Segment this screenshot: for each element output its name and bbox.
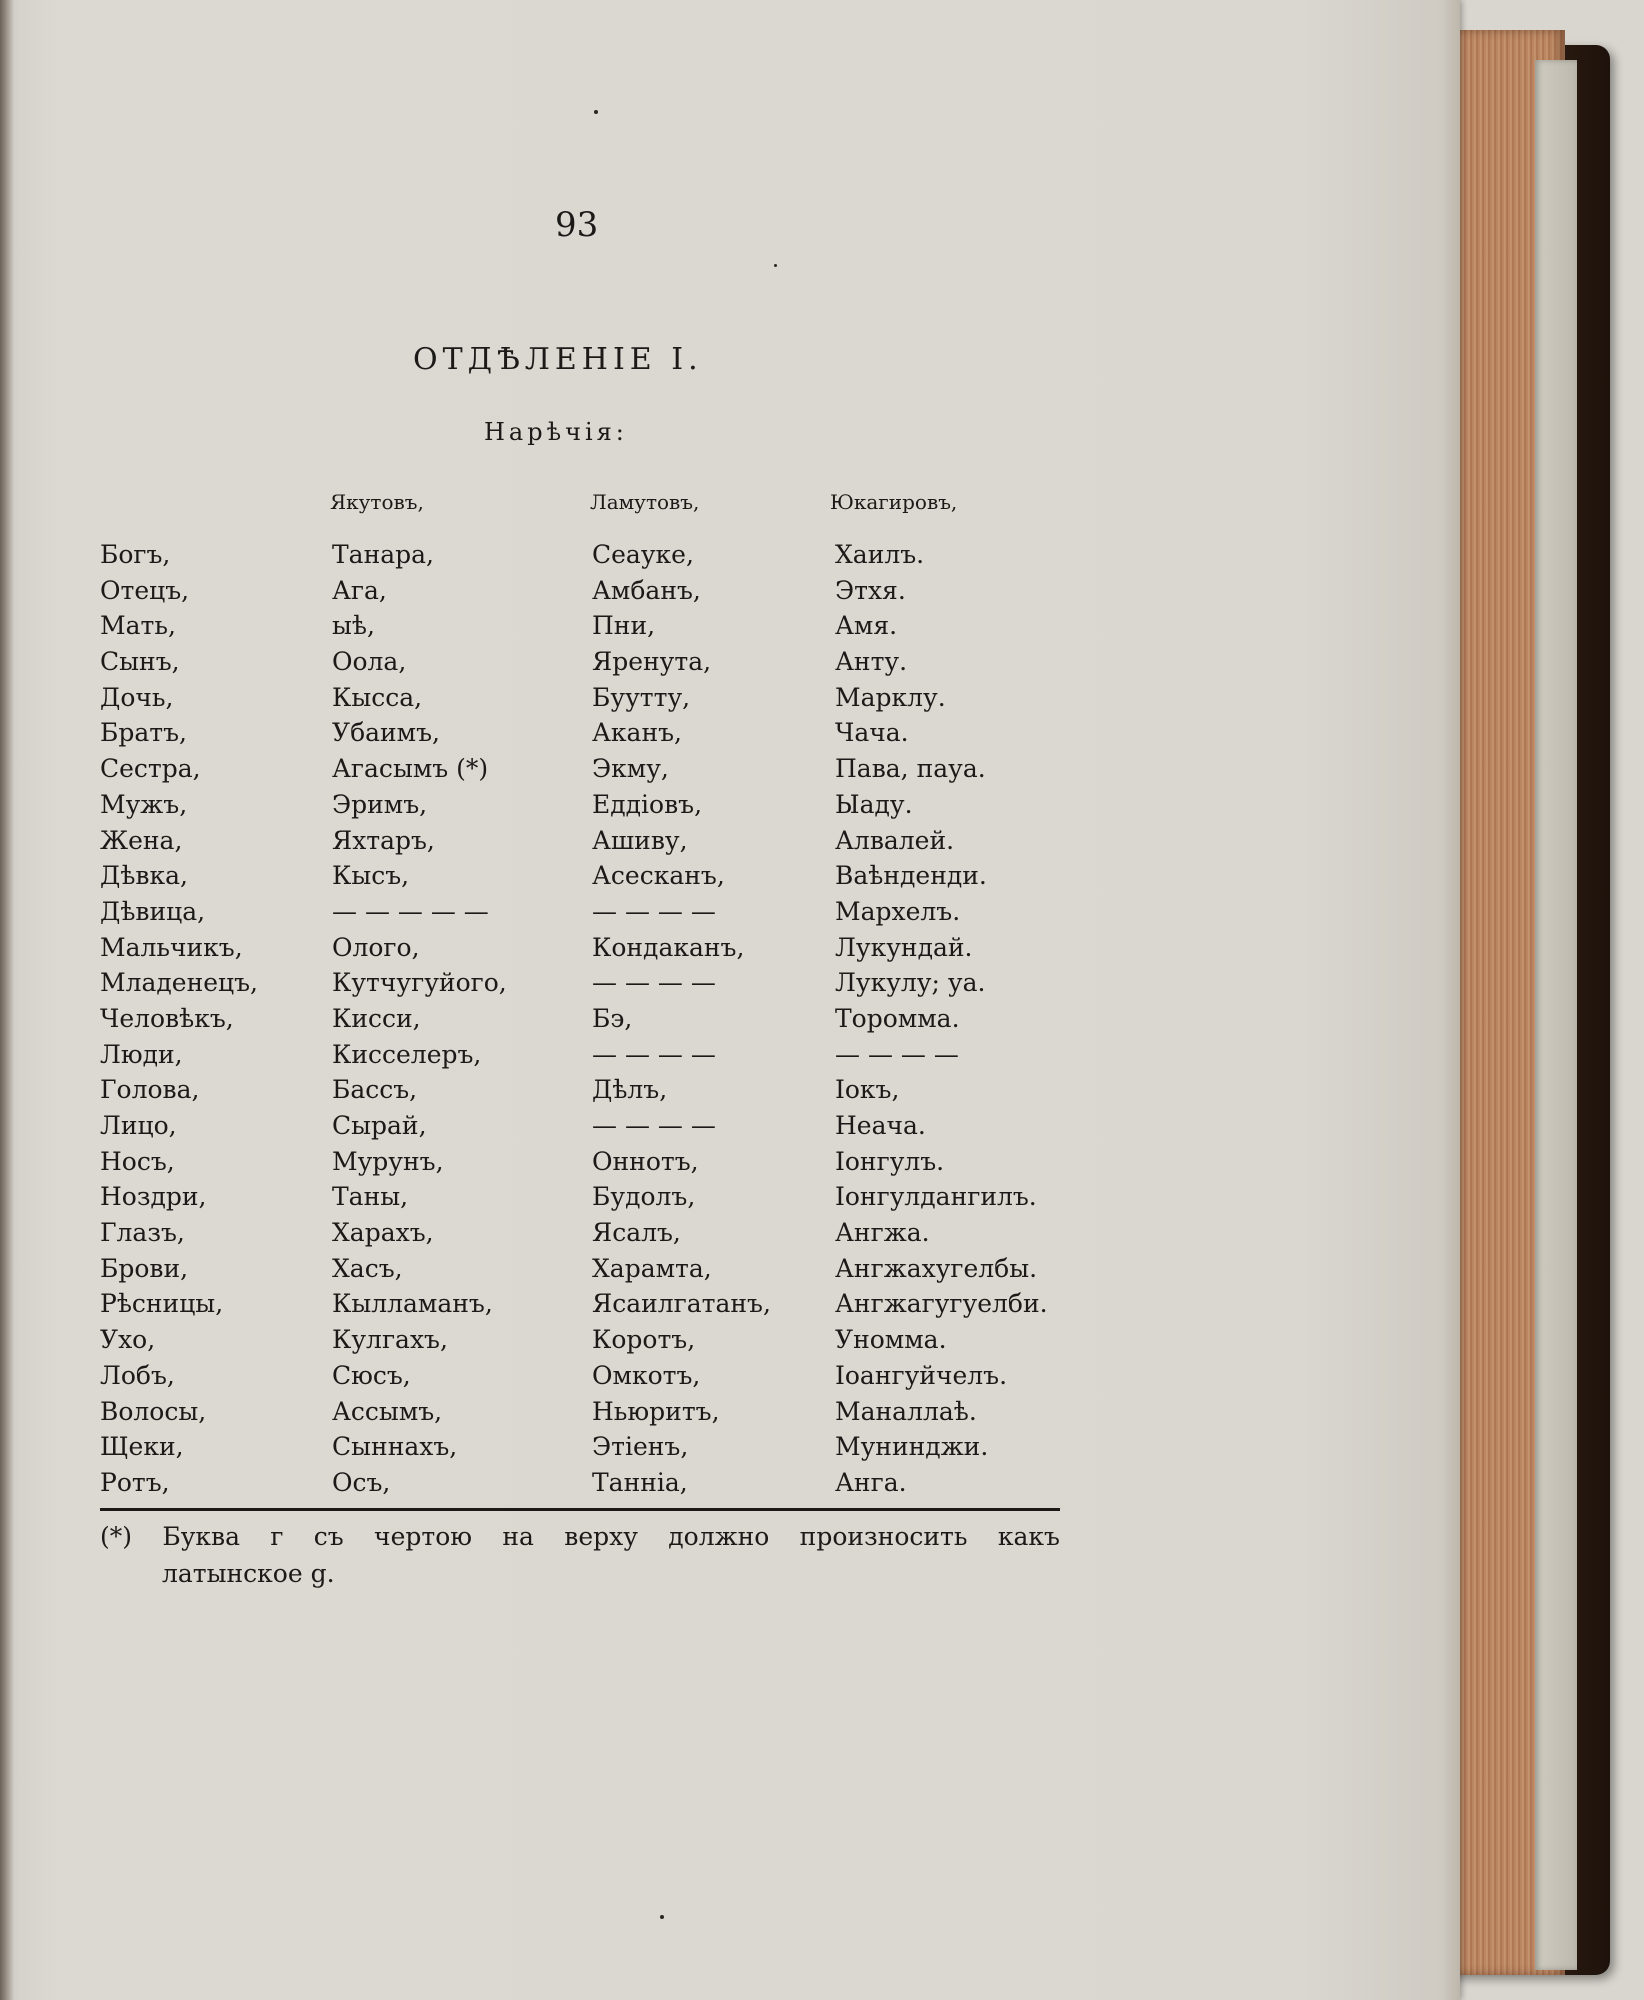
word-lamut: — — — — [592,1039,716,1069]
word-yukagir: Іокъ, [835,1075,900,1105]
footnote-word: съ [313,1522,344,1551]
word-russian: Мальчикъ, [100,932,243,962]
word-russian: Лобъ, [100,1360,175,1390]
word-lamut: Харамта, [592,1253,712,1283]
word-russian: Братъ, [100,718,187,748]
footnote-word: чертою [374,1522,473,1551]
word-lamut: Коротъ, [592,1325,696,1355]
footnote-word: произносить [799,1522,968,1551]
table-row [100,1325,1080,1361]
word-russian: Мужъ, [100,789,188,819]
table-row [100,611,1080,647]
table-row [100,540,1080,576]
footnote-line-1 [100,1518,1060,1555]
word-yakut: Кутчугуйого, [332,968,507,998]
footnote-word: г [270,1522,284,1551]
footnote-line-2: латынское g. [162,1559,335,1588]
word-russian: Мать, [100,611,176,641]
table-row [100,1361,1080,1397]
word-yukagir: Маналлаѣ. [835,1396,977,1426]
word-yukagir: Хаилъ. [835,540,925,569]
footnote-word: верху [564,1522,638,1551]
word-lamut: Сеауке, [592,540,694,569]
ink-speck [774,264,777,267]
word-russian: Голова, [100,1075,200,1105]
word-russian: Лицо, [100,1111,177,1140]
word-yakut: Кылламанъ, [332,1289,493,1319]
ink-speck [594,110,598,114]
word-yakut: Осъ, [332,1467,391,1497]
word-russian: Носъ, [100,1146,175,1176]
word-russian: Дочь, [100,682,174,712]
word-russian: Глазъ, [100,1218,185,1248]
footnote-word: какъ [997,1522,1060,1551]
column-header-lamut: Ламутовъ, [590,490,700,514]
word-yukagir: Лукундай. [835,932,973,962]
word-yukagir: Ыаду. [835,789,913,819]
word-yakut: Кисси, [332,1003,421,1033]
word-russian: Брови, [100,1253,189,1283]
word-lamut: Этіенъ, [592,1432,689,1462]
word-yakut: Таны, [332,1182,409,1212]
word-russian: Люди, [100,1039,183,1069]
word-lamut: Буутту, [592,682,691,712]
word-yakut: Оола, [332,647,407,677]
table-row [100,790,1080,826]
word-yukagir: Амя. [835,611,898,641]
word-yukagir: Пава, пауа. [835,754,986,784]
word-yakut: Убаимъ, [332,718,440,748]
table-row [100,1004,1080,1040]
word-yakut: Харахъ, [332,1218,434,1248]
word-russian: Жена, [100,825,183,855]
word-yakut: Яхтаръ, [332,825,435,855]
word-russian: Рѣсницы, [100,1289,224,1319]
word-yukagir: Этхя. [835,575,906,605]
footnote-rule [100,1508,1060,1511]
word-yukagir: — — — — [835,1039,959,1069]
word-lamut: — — — — [592,968,716,998]
footnote-word: Буква [162,1522,241,1551]
table-row [100,826,1080,862]
word-yukagir: Алвалей. [835,825,955,855]
vocabulary-table [100,540,1080,1504]
word-yakut: — — — — — [332,896,489,926]
table-row [100,897,1080,933]
table-row [100,1254,1080,1290]
table-row [100,576,1080,612]
word-lamut: Ясаилгатанъ, [592,1289,771,1319]
table-row [100,933,1080,969]
word-russian: Сынъ, [100,647,180,677]
word-lamut: Аканъ, [592,718,682,748]
word-yakut: Кисселеръ, [332,1039,482,1069]
table-row [100,1147,1080,1183]
word-yukagir: Ангжахугелбы. [835,1253,1038,1283]
word-yukagir: Лукулу; уа. [835,968,986,998]
word-lamut: Омкотъ, [592,1360,701,1390]
word-yakut: Ага, [332,575,387,605]
table-row [100,1468,1080,1504]
word-russian: Отецъ, [100,575,190,605]
word-yukagir: Мархелъ. [835,896,961,926]
table-row [100,1289,1080,1325]
word-yukagir: Іонгулъ. [835,1146,945,1176]
word-lamut: Еддіовъ, [592,789,703,819]
word-yukagir: Ангжагугуелби. [835,1289,1048,1319]
word-russian: Богъ, [100,540,171,569]
table-row [100,754,1080,790]
word-russian: Дѣвица, [100,896,206,926]
word-yakut: Кулгахъ, [332,1325,448,1355]
word-yakut: Эримъ, [332,789,428,819]
word-yukagir: Іонгулдангилъ. [835,1182,1037,1212]
footnote-word: на [502,1522,534,1551]
word-yakut: Мурунъ, [332,1146,444,1176]
word-yakut: Танара, [332,540,435,569]
table-row [100,968,1080,1004]
word-yakut: Сюсъ, [332,1360,411,1390]
word-lamut: Будолъ, [592,1182,696,1212]
word-russian: Ухо, [100,1325,156,1355]
table-row [100,1040,1080,1076]
word-yakut: Сырай, [332,1111,427,1140]
word-lamut: Ньюритъ, [592,1396,720,1426]
word-yukagir: Анга. [835,1467,907,1497]
word-russian: Человѣкъ, [100,1003,234,1033]
word-lamut: Асесканъ, [592,861,725,891]
word-yukagir: Ангжа. [835,1218,930,1248]
word-yakut: Ассымъ, [332,1396,443,1426]
table-row [100,647,1080,683]
word-russian: Дѣвка, [100,861,188,891]
word-yakut: Сыннахъ, [332,1432,458,1462]
word-russian: Ротъ, [100,1467,170,1497]
word-lamut: Ашиву, [592,825,688,855]
table-row [100,1218,1080,1254]
word-lamut: Ясалъ, [592,1218,681,1248]
table-row [100,718,1080,754]
word-yukagir: Неача. [835,1111,926,1140]
word-lamut: Кондаканъ, [592,932,745,962]
table-row [100,683,1080,719]
table-row [100,861,1080,897]
section-title: ОТДѢЛЕНIЕ I. [413,342,703,377]
footnote-word: должно [668,1522,770,1551]
gutter-shadow [0,0,14,2000]
footnote-word: (*) [100,1522,133,1551]
word-russian: Щеки, [100,1432,184,1462]
word-lamut: Пни, [592,611,656,641]
word-yakut: Олого, [332,932,420,962]
word-yukagir: Уномма. [835,1325,947,1355]
word-lamut: Бэ, [592,1003,633,1033]
word-yakut: ыѣ, [332,611,375,641]
table-row [100,1111,1080,1147]
table-row [100,1182,1080,1218]
word-lamut: Дѣлъ, [592,1075,668,1105]
word-russian: Сестра, [100,754,201,784]
word-yukagir: Чача. [835,718,909,748]
word-lamut: Амбанъ, [592,575,701,605]
ink-speck [660,1915,664,1919]
table-row [100,1432,1080,1468]
word-lamut: Танніа, [592,1467,688,1497]
word-lamut: — — — — [592,1111,716,1140]
page-number: 93 [555,205,599,245]
table-row [100,1075,1080,1111]
word-yukagir: Ваѣнденди. [835,861,987,891]
word-yukagir: Марклу. [835,682,946,712]
word-russian: Младенецъ, [100,968,258,998]
word-russian: Волосы, [100,1396,207,1426]
word-yakut: Агасымъ (*) [332,754,489,784]
word-yukagir: Торомма. [835,1003,960,1033]
section-subtitle: Нарѣчія: [484,418,628,446]
word-lamut: Яренута, [592,647,712,677]
word-lamut: Экму, [592,754,669,784]
endpaper [1535,60,1577,1970]
word-yakut: Хасъ, [332,1253,403,1283]
table-row [100,1397,1080,1433]
column-header-yukagir: Юкагировъ, [830,490,958,514]
word-yakut: Кысса, [332,682,423,712]
word-yukagir: Іоангуйчелъ. [835,1360,1008,1390]
word-russian: Ноздри, [100,1182,207,1212]
word-yukagir: Анту. [835,647,908,677]
footnote [100,1518,1060,1592]
word-yukagir: Мунинджи. [835,1432,989,1462]
word-lamut: — — — — [592,896,716,926]
word-yakut: Кысъ, [332,861,410,891]
word-lamut: Оннотъ, [592,1146,699,1176]
word-yakut: Бассъ, [332,1075,418,1105]
column-header-yakut: Якутовъ, [330,490,424,514]
